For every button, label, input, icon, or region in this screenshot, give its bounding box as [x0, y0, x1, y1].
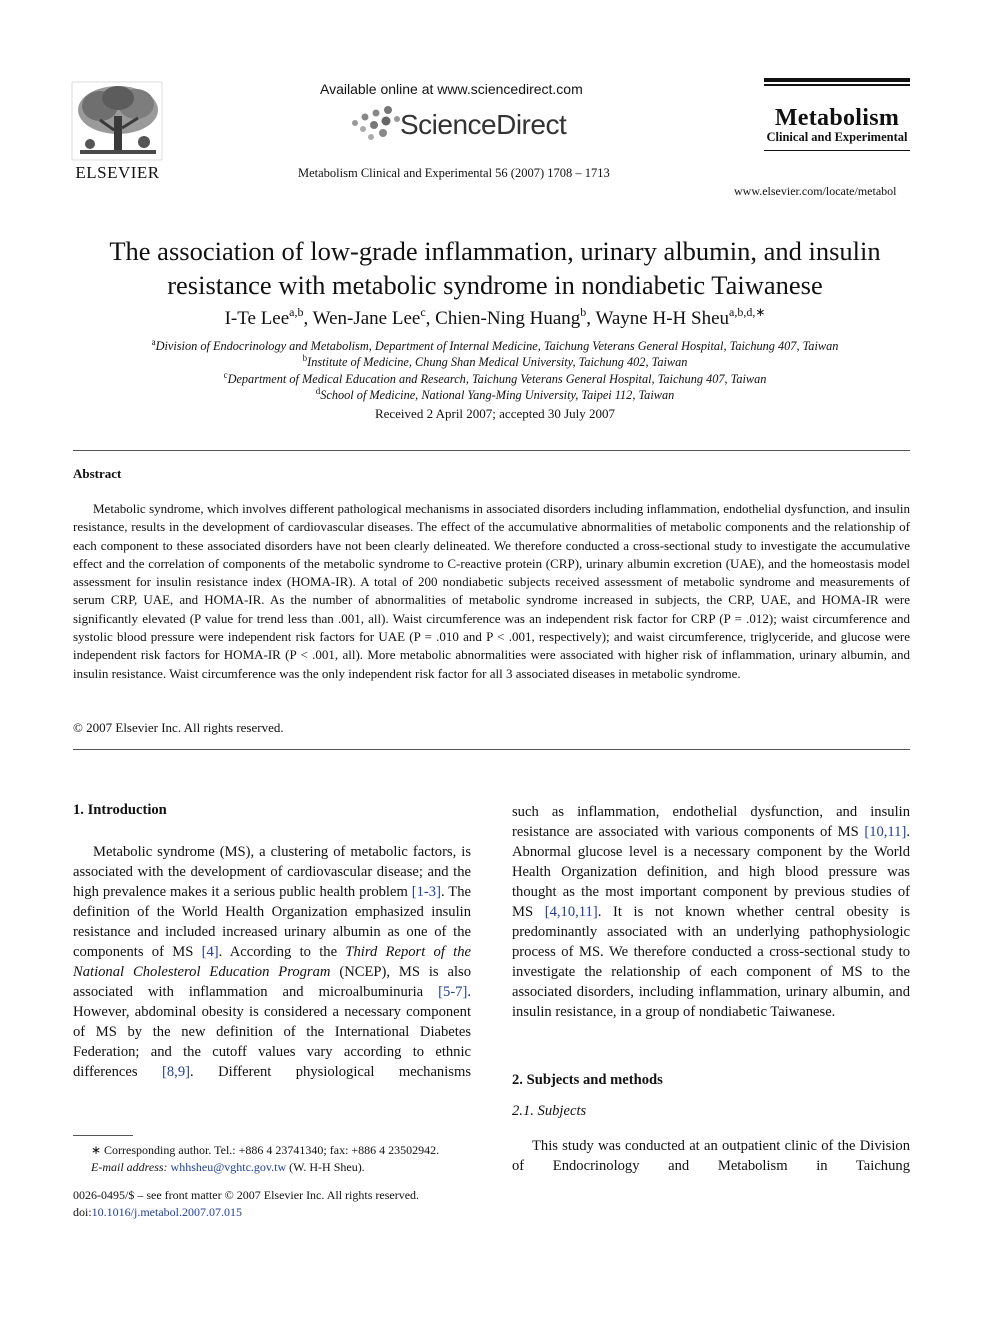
affiliation-text: Department of Medical Education and Research, Taichung Veterans General Hospital, Taichung 407, Taiwan: [227, 372, 767, 386]
citation-link[interactable]: [4,10,11]: [544, 904, 598, 920]
intro-paragraph-1-continued: [512, 802, 910, 1022]
corresponding-author-note: ∗ Corresponding author. Tel.: +886 4 23741340; fax: +886 4 23502942.: [91, 1143, 440, 1157]
text-run: such as inflammation, endothelial dysfunction, and insulin resistance are associated with various components of MS: [512, 804, 910, 840]
citation-link[interactable]: [8,9]: [162, 1064, 190, 1080]
doi-label: doi:: [73, 1205, 92, 1219]
received-dates: Received 2 April 2007; accepted 30 July 2007: [374, 406, 616, 421]
brand-rule-thin: [764, 84, 910, 86]
elsevier-logo: [70, 80, 165, 182]
affiliation-text: Division of Endocrinology and Metabolism, Department of Internal Medicine, Taichung Veterans General Hospital, Taichung 407, Taiwan: [155, 339, 839, 353]
affiliation-sup: b: [302, 353, 308, 363]
text-run: . However, abdominal obesity is considered a necessary component of MS by the new definition of the International Diabetes Federation; and the cutoff values vary according to ethnic differences: [73, 984, 471, 1080]
publisher-name: ELSEVIER: [75, 163, 160, 182]
affiliation-sup: c: [223, 370, 228, 380]
author-list: [60, 305, 930, 330]
affiliation: [60, 353, 930, 370]
text-run: . Abnormal glucose level is a necessary component by the World Health Organization definition, and high blood pressure was thought as the most important component by previous studies of MS: [512, 824, 910, 920]
citation-link[interactable]: [5-7]: [438, 984, 468, 1000]
abstract-bottom-rule: [73, 749, 910, 750]
journal-url[interactable]: www.elsevier.com/locate/metabol: [734, 184, 897, 198]
affiliation-text: Institute of Medicine, Chung Shan Medical University, Taichung 402, Taiwan: [307, 355, 688, 369]
author-name: Chien-Ning Huang: [435, 308, 581, 329]
journal-citation: Metabolism Clinical and Experimental 56 (2007) 1708 – 1713: [298, 166, 610, 180]
author-separator: ,: [303, 308, 313, 329]
available-online: Available online at www.sciencedirect.com: [320, 81, 583, 97]
affiliation-text: School of Medicine, National Yang-Ming University, Taipei 112, Taiwan: [320, 388, 675, 402]
affiliation: [60, 386, 930, 403]
citation-link[interactable]: [1-3]: [411, 884, 441, 900]
journal-brand: [764, 78, 910, 151]
text-run: . The definition of the World Health Organization emphasized insulin resistance and included increased urinary albumin as one of the components of MS: [73, 884, 471, 960]
citation-link[interactable]: [10,11]: [864, 824, 907, 840]
author-name: Wen-Jane Lee: [312, 308, 421, 329]
affiliation: [60, 337, 930, 354]
abstract-copyright: © 2007 Elsevier Inc. All rights reserved.: [73, 720, 284, 735]
author-affil-sup: a,b: [289, 305, 304, 319]
text-run: Metabolic syndrome (MS), a clustering of metabolic factors, is associated with the development of cardiovascular disease; and the high prevalence makes it a serious public health problem: [73, 844, 471, 900]
brand-rule-bottom: [764, 150, 910, 151]
abstract-body: Metabolic syndrome, which involves different pathological mechanisms in associated disorders including inflammation, endothelial dysfunction, and insulin resistance, results in the development of cardiovascular diseases. The effect of the accumulative abnormalities of metabolic components and the relationship of each component to these associated disorders have not been clearly delineated. We therefore conducted a cross-sectional study to investigate the accumulative effect and the correlation of components of the metabolic syndrome to C-reactive protein (CRP), urinary albumin excretion (UAE), and the homeostasis model assessment for insulin resistance index (HOMA-IR). A total of 200 nondiabetic subjects received assessment of metabolic syndrome and measurements of serum CRP, UAE, and HOMA-IR. As the number of abnormalities of metabolic syndrome increased in subjects, the CRP, UAE, and HOMA-IR were significantly elevated (P value for trend less than .001, all). Waist circumference was an independent risk factor for CRP (P = .012); waist circumference and systolic blood pressure were independent risk factors for UAE (P = .010 and P < .001, respectively); and waist circumference, triglyceride, and glucose were independent risk factors for HOMA-IR (P < .001, all). More metabolic abnormalities were associated with higher risk of inflammation, urinary albumin, and insulin resistance. Waist circumference was the only independent risk factor for all 3 associated diseases in metabolic syndrome.: [73, 501, 910, 681]
sciencedirect-dots-icon: [345, 105, 405, 145]
report-title: Third Report of the National Cholesterol Education Program: [73, 944, 472, 980]
section-heading-introduction: 1. Introduction: [73, 802, 167, 818]
doi-note: [73, 1204, 473, 1221]
section-heading-methods: 2. Subjects and methods: [512, 1072, 663, 1088]
footnotes: [73, 1142, 473, 1221]
email-suffix: (W. H-H Sheu).: [286, 1160, 365, 1174]
text-run: This study was conducted at an outpatient clinic of the Division of Endocrinology and Metabolism in Taichung: [512, 1138, 910, 1174]
email-note: [73, 1159, 473, 1176]
author-separator: ,: [586, 308, 596, 329]
title-line-2: resistance with metabolic syndrome in nondiabetic Taiwanese: [167, 270, 823, 300]
methods-paragraph-1: [512, 1136, 910, 1176]
affiliation-sup: d: [315, 386, 321, 396]
text-run: . Different physiological mechanisms: [189, 1064, 471, 1080]
abstract-top-rule: [73, 450, 910, 451]
email-link[interactable]: whhsheu@vghtc.gov.tw: [170, 1160, 287, 1174]
brand-rule-thick: [764, 78, 910, 82]
text-run: . It is not known whether central obesity is predominantly associated with an underlying pathophysiologic process of MS. We therefore conducted a cross-sectional study to investigate the relationship of each component of MS to the associated disorders, including inflammation, urinary albumin, and insulin resistance, in a group of nondiabetic Taiwanese.: [512, 904, 911, 1020]
affiliation-sup: a: [151, 337, 156, 347]
intro-paragraph-1: [73, 842, 471, 1082]
article-title: [60, 234, 930, 302]
journal-subtitle: Clinical and Experimental: [766, 130, 908, 144]
journal-title: Metabolism: [774, 105, 900, 131]
sciencedirect-wordmark: ScienceDirect: [400, 109, 567, 140]
text-run: (NCEP), MS is also associated with inflammation and microalbuminuria: [73, 964, 471, 1000]
author-affil-sup: b: [580, 305, 587, 319]
issn-note: 0026-0495/$ – see front matter © 2007 Elsevier Inc. All rights reserved.: [73, 1188, 420, 1202]
affiliation: [60, 370, 930, 387]
subsection-heading-subjects: 2.1. Subjects: [512, 1103, 587, 1119]
citation-link[interactable]: [4]: [201, 944, 219, 960]
text-run: . According to the: [218, 944, 346, 960]
author-affil-sup: a,b,d,∗: [729, 305, 766, 319]
author-name: Wayne H-H Sheu: [595, 308, 730, 329]
title-line-1: The association of low-grade inflammation, urinary albumin, and insulin: [109, 236, 881, 266]
footnote-rule: [73, 1135, 133, 1136]
doi-link[interactable]: 10.1016/j.metabol.2007.07.015: [91, 1205, 242, 1219]
email-label: E-mail address:: [91, 1160, 168, 1174]
abstract-heading: Abstract: [73, 466, 122, 481]
author-separator: ,: [425, 308, 436, 329]
sciencedirect-logo: [345, 103, 585, 147]
author-name: I-Te Lee: [224, 308, 290, 329]
author-affil-sup: c: [420, 305, 426, 319]
